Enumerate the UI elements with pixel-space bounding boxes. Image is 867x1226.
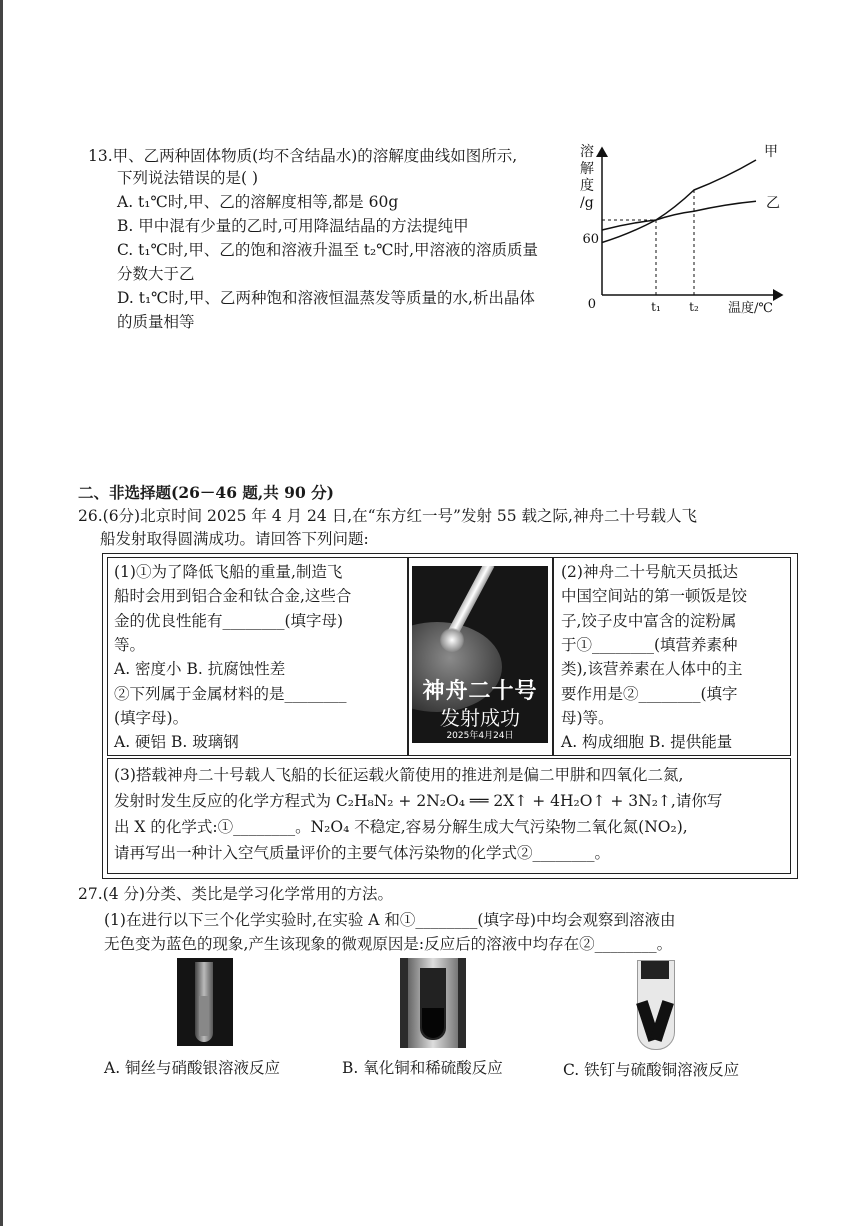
q26-part2-line-8: A. 构成细胞 B. 提供能量 [561, 733, 733, 752]
q26-part2-line-6: 要作用是②________(填字 [561, 684, 738, 703]
poster-title-2: 发射成功 [440, 706, 520, 730]
y-axis-label-part: /g [580, 195, 594, 211]
page-edge [0, 0, 3, 1226]
q26-part3-line-1: (3)搭载神舟二十号载人飞船的长征运载火箭使用的推进剂是偏二甲肼和四氧化二氮, [114, 766, 684, 784]
q26-part1-line-4: 等。 [114, 635, 146, 654]
q26-part2-line-1: (2)神舟二十号航天员抵达 [561, 563, 738, 581]
x-tick-2: t₂ [689, 300, 699, 314]
launch-poster [412, 566, 548, 743]
y-axis-label-part: 解 [580, 161, 594, 177]
q13-option-c-line2: 分数大于乙 [117, 265, 195, 283]
caption-b: B. 氧化铜和稀硫酸反应 [342, 1059, 503, 1077]
q26-part2-line-3: 子,饺子皮中富含的淀粉属 [561, 611, 737, 630]
series-curve-1 [602, 160, 756, 243]
q26-intro-line1: 26.(6分)北京时间 2025 年 4 月 24 日,在“东方红一号”发射 55 载之际,神舟二十号载人飞 [78, 507, 697, 525]
experiment-c-image [637, 960, 675, 1050]
q26-part2-line-7: 母)等。 [561, 708, 614, 727]
solubility-chart [578, 140, 788, 325]
q26-part1-line-7: (填字母)。 [114, 708, 189, 727]
q26-part1-line-2: 船时会用到铝合金和钛合金,这些合 [114, 587, 352, 606]
q26-part3-line-2: 发射时发生反应的化学方程式为 C₂H₈N₂ + 2N₂O₄ ══ 2X↑ + 4H₂O↑ + 3N₂↑,请你写 [114, 792, 723, 810]
q13-option-a: A. t₁℃时,甲、乙的溶解度相等,都是 60g [117, 193, 399, 211]
caption-a: A. 铜丝与硝酸银溶液反应 [104, 1059, 281, 1077]
q13-option-d-line2: 的质量相等 [117, 313, 195, 331]
series-curves [602, 160, 756, 243]
guide-lines [602, 190, 694, 295]
q13-stem-line1: 13.甲、乙两种固体物质(均不含结晶水)的溶解度曲线如图所示, [88, 147, 518, 165]
q26-part2-line-2: 中国空间站的第一顿饭是饺 [561, 587, 748, 606]
q26-part2-line-5: 类),该营养素在人体中的主 [561, 660, 743, 679]
q26-part3-line-3: 出 X 的化学式:①________。N₂O₄ 不稳定,容易分解生成大气污染物二氧化氮(NO₂), [114, 818, 688, 836]
x-axis-label: 温度/℃ [728, 301, 773, 316]
x-tick-labels [651, 300, 699, 314]
q27-line2: (1)在进行以下三个化学实验时,在实验 A 和①________(填字母)中均会观察到溶液由 [104, 911, 676, 929]
rocket-flame [440, 628, 464, 652]
caption-c: C. 铁钉与硫酸铜溶液反应 [563, 1061, 740, 1079]
q27-line1: 27.(4 分)分类、类比是学习化学常用的方法。 [78, 885, 394, 903]
y-axis-label-part: 度 [580, 178, 594, 194]
q13-stem-line2: 下列说法错误的是( ) [117, 169, 259, 187]
q26-part1-line-6: ②下列属于金属材料的是________ [114, 684, 347, 703]
q26-part1-line-1: (1)①为了降低飞船的重量,制造飞 [114, 563, 343, 581]
q26-part1-line-8: A. 硬铝 B. 玻璃钢 [114, 733, 239, 752]
y-60-label: 60 [582, 232, 599, 247]
experiment-a-image [177, 958, 233, 1046]
y-axis-label [580, 143, 594, 211]
poster-date: 2025年4月24日 [446, 731, 514, 741]
origin-label: 0 [587, 297, 596, 312]
q26-part2-line-4: 于①________(填营养素种 [561, 635, 738, 654]
series-labels [764, 144, 780, 211]
q13-option-d-line1: D. t₁℃时,甲、乙两种饱和溶液恒温蒸发等质量的水,析出晶体 [117, 289, 535, 307]
series-curve-2 [602, 201, 756, 230]
q26-part1-line-5: A. 密度小 B. 抗腐蚀性差 [114, 660, 286, 679]
x-tick-1: t₁ [651, 300, 661, 314]
rocket-shape [448, 566, 494, 635]
q26-part3-line-4: 请再写出一种计入空气质量评价的主要气体污染物的化学式②________。 [114, 844, 611, 862]
series-label-2: 乙 [766, 195, 780, 212]
q13-option-b: B. 甲中混有少量的乙时,可用降温结晶的方法提纯甲 [117, 217, 469, 235]
y-axis-label-part: 溶 [580, 144, 594, 160]
q13-option-c-line1: C. t₁℃时,甲、乙的饱和溶液升温至 t₂℃时,甲溶液的溶质质量 [117, 241, 539, 259]
section-2-heading: 二、非选择题(26－46 题,共 90 分) [78, 483, 334, 502]
q26-part1-line-3: 金的优良性能有________(填字母) [114, 611, 344, 630]
series-label-1: 甲 [764, 144, 778, 160]
q26-intro-line2: 船发射取得圆满成功。请回答下列问题: [100, 530, 369, 548]
experiment-b-image [400, 958, 466, 1048]
q27-line3: 无色变为蓝色的现象,产生该现象的微观原因是:反应后的溶液中均存在②________。 [104, 935, 673, 953]
poster-title-1: 神舟二十号 [422, 679, 538, 704]
